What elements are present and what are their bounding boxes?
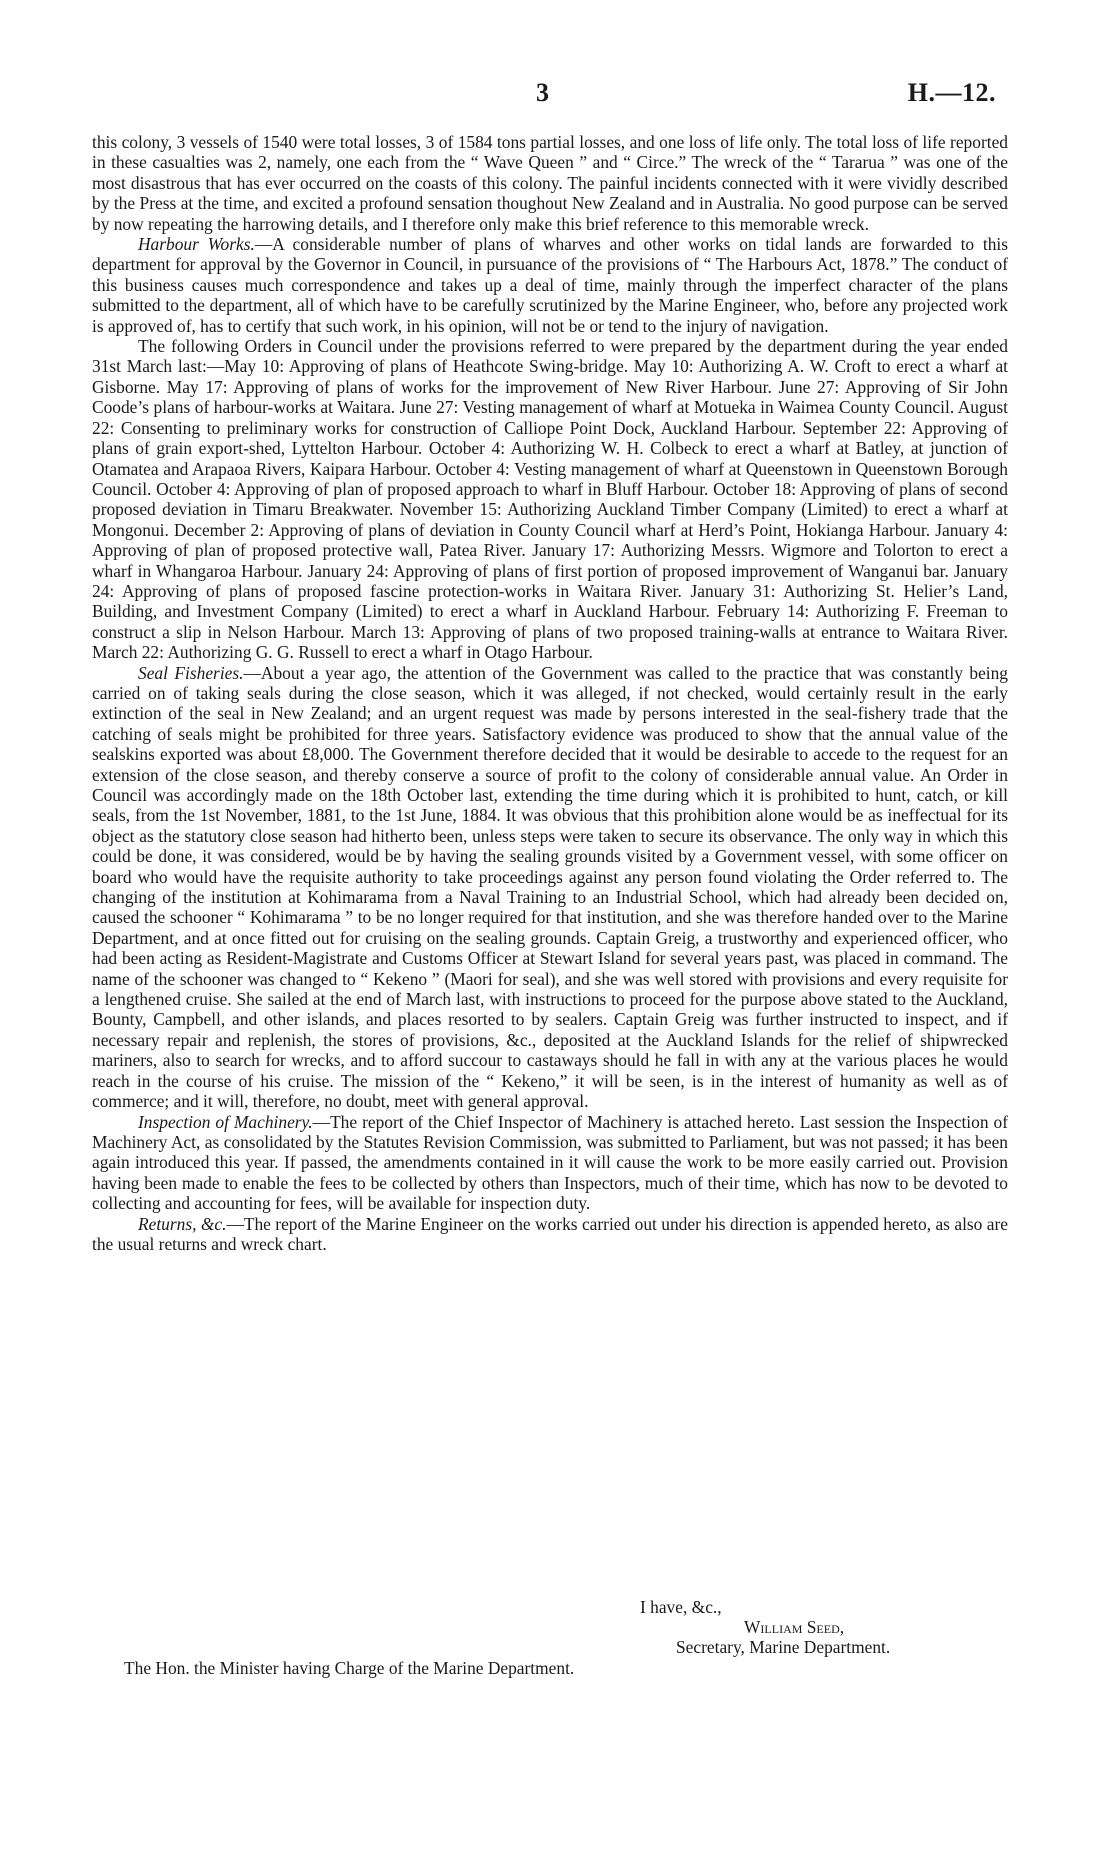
- paragraph-text: —The report of the Chief Inspector of Machinery is attached hereto. Last session the Inspection of Machinery Act, as consolidated by the Statutes Revision Commission, was submitted to Parliament, but was not passed; it has been again introduced this year. If passed, the amendments contained in it will cause the work to be more easily carried out. Provision having been made to enable the fees to be collected by others than Inspectors, much of their time, which has now to be devoted to collecting and accounting for fees, will be available for inspection duty.: [92, 1111, 1008, 1214]
- page-number: 3: [536, 78, 549, 107]
- paragraph-text: —The report of the Marine Engineer on the works carried out under his direction is appended hereto, as also are the usual returns and wreck chart.: [92, 1213, 1008, 1254]
- paragraph-returns: [92, 1214, 1008, 1255]
- paragraph-casualties: this colony, 3 vessels of 1540 were total losses, 3 of 1584 tons partial losses, and one loss of life only. The total loss of life reported in these casualties was 2, namely, one each from the “ Wave Queen ” and “ Circe.” The wreck of the “ Tararua ” was one of the most disastrous that has ever occurred on the coasts of this colony. The painful incidents connected with it were vividly described by the Press at the time, and excited a profound sensation thoughout New Zealand and in Australia. No good purpose can be served by now repeating the harrowing details, and I therefore only make this brief reference to this memorable wreck.: [92, 132, 1008, 234]
- paragraph-harbour-works: [92, 234, 1008, 336]
- paragraph-seal-fisheries: [92, 663, 1008, 1112]
- signature-title: Secretary, Marine Department.: [676, 1637, 891, 1657]
- section-heading-inspection-of-machinery: Inspection of Machinery.: [138, 1111, 313, 1132]
- document-reference: H.—12.: [907, 78, 996, 107]
- body-text: [92, 132, 1008, 1254]
- signature-closing: I have, &c.,: [640, 1597, 722, 1617]
- section-heading-returns: Returns, &c.: [138, 1213, 227, 1234]
- paragraph-text: —About a year ago, the attention of the Government was called to the practice that was constantly being carried on of taking seals during the close season, which it was alleged, if not checked, would certainly result in the early extinction of the seal in New Zealand; and an urgent request was made by persons interested in the seal-fishery trade that the catching of seals might be prohibited for three years. Satisfactory evidence was produced to show that the annual value of the sealskins exported was about £8,000. The Government therefore decided that it would be desirable to accede to the request for an extension of the close season, and thereby conserve a source of profit to the colony of considerable annual value. An Order in Council was accordingly made on the 18th October last, extending the time during which it is prohibited to hunt, catch, or kill seals, from the 1st November, 1881, to the 1st June, 1884. It was obvious that this prohibition alone would be as ineffectual for its object as the statutory close season had hitherto been, unless steps were taken to secure its observance. The only way in which this could be done, it was considered, would be by having the sealing grounds visited by a Government vessel, with some officer on board who would have the requisite authority to take proceedings against any person found violating the Order referred to. The changing of the institution at Kohimarama from a Naval Training to an Industrial School, which had already been decided on, caused the schooner “ Kohimarama ” to be no longer required for that institution, and she was therefore handed over to the Marine Department, and at once fitted out for cruising on the sealing grounds. Captain Greig, a trustworthy and experienced officer, who had been acting as Resident-Magistrate and Customs Officer at Stewart Island for several years past, was placed in command. The name of the schooner was changed to “ Kekeno ” (Maori for seal), and she was well stored with provisions and every requisite for a lengthened cruise. She sailed at the end of March last, with instructions to proceed for the purpose above stated to the Auckland, Bounty, Campbell, and other islands, and places resorted to by sealers. Captain Greig was further instructed to inspect, and if necessary repair and replenish, the stores of provisions, &c., deposited at the Auckland Islands for the relief of shipwrecked mariners, also to search for wrecks, and to afford succour to castaways should he fall in with any at the various places he would reach in the course of his cruise. The mission of the “ Kekeno,” it will be seen, is in the interest of humanity as well as of commerce; and it will, therefore, no doubt, meet with general approval.: [92, 662, 1009, 1112]
- section-heading-seal-fisheries: Seal Fisheries.: [138, 662, 244, 683]
- addressee-line: The Hon. the Minister having Charge of the Marine Department.: [124, 1658, 575, 1678]
- paragraph-inspection-of-machinery: [92, 1112, 1008, 1214]
- page-header: [0, 78, 1114, 118]
- paragraph-text: —A considerable number of plans of wharves and other works on tidal lands are forwarded to this department for approval by the Governor in Council, in pursuance of the provisions of “ The Harbours Act, 1878.” The conduct of this business causes much correspondence and takes up a deal of time, mainly through the imperfect character of the plans submitted to the department, all of which have to be carefully scrutinized by the Marine Engineer, who, before any projected work is approved of, has to certify that such work, in his opinion, will not be or tend to the injury of navigation.: [92, 234, 1008, 336]
- paragraph-orders-in-council: The following Orders in Council under the provisions referred to were prepared by the department during the year ended 31st March last:—May 10: Approving of plans of Heathcote Swing-bridge. May 10: Authorizing A. W. Croft to erect a wharf at Gisborne. May 17: Approving of plans of works for the improvement of New River Harbour. June 27: Approving of Sir John Coode’s plans of harbour-works at Waitara. June 27: Vesting management of wharf at Motueka in Waimea County Council. August 22: Consenting to preliminary works for construction of Calliope Point Dock, Auckland Harbour. September 22: Approving of plans of grain export-shed, Lyttelton Harbour. October 4: Authorizing W. H. Colbeck to erect a wharf at Batley, at junction of Otamatea and Arapaoa Rivers, Kaipara Harbour. October 4: Vesting management of wharf at Queenstown in Queenstown Borough Council. October 4: Approving of plan of proposed approach to wharf in Bluff Harbour. October 18: Approving of plans of second proposed deviation in Timaru Breakwater. November 15: Authorizing Auckland Timber Company (Limited) to erect a wharf at Mongonui. December 2: Approving of plans of deviation in County Council wharf at Herd’s Point, Hokianga Harbour. January 4: Approving of plan of proposed protective wall, Patea River. January 17: Authorizing Messrs. Wigmore and Tolorton to erect a wharf in Whangaroa Harbour. January 24: Approving of plans of first portion of proposed improvement of Wanganui bar. January 24: Approving of plans of proposed fascine protection-works in Waitara River. January 31: Authorizing St. Helier’s Land, Building, and Investment Company (Limited) to erect a wharf in Auckland Harbour. February 14: Authorizing F. Freeman to construct a slip in Nelson Harbour. March 13: Approving of plans of two proposed training-walls at entrance to Waitara River. March 22: Authorizing G. G. Russell to erect a wharf in Otago Harbour.: [92, 336, 1008, 663]
- section-heading-harbour-works: Harbour Works.: [138, 234, 255, 255]
- signature-name: William Seed,: [744, 1617, 845, 1637]
